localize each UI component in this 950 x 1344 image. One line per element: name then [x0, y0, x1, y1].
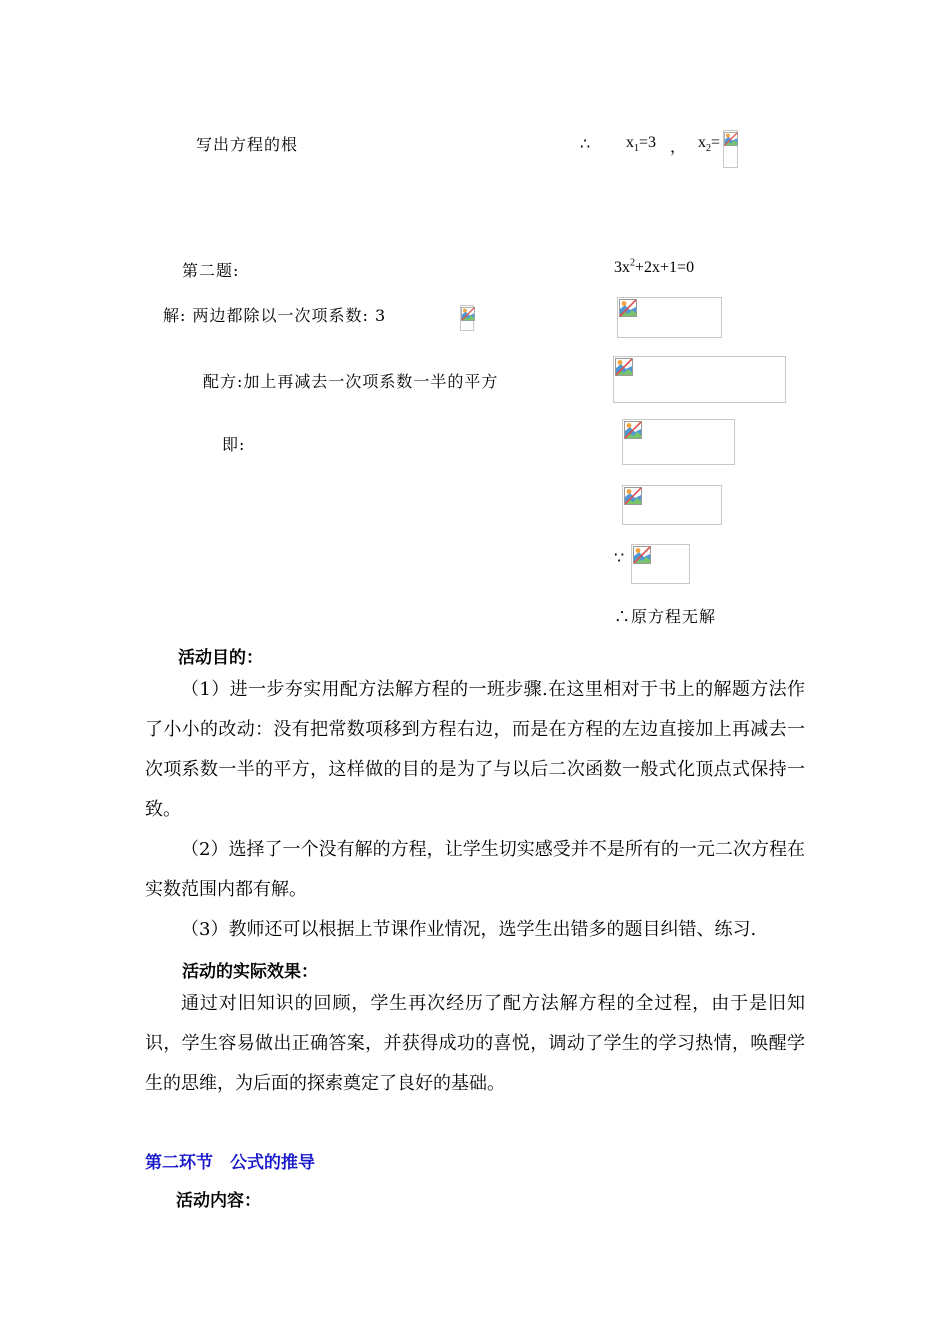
- broken-image-icon: [461, 306, 475, 322]
- problem2-equation: $3x^2+2x+1=0$: [614, 257, 695, 276]
- x2-value-image: [723, 130, 738, 168]
- activity-effect-heading: 活动的实际效果：: [182, 962, 318, 982]
- activity-goal-paragraph-2: （2）选择了一个没有解的方程，让学生切实感受并不是所有的一元二次方程在实数范围内都有解。: [145, 839, 805, 900]
- broken-image-icon: [615, 358, 633, 376]
- activity-goal-heading: 活动目的：: [178, 648, 263, 668]
- step-complete-square: 配方:加上再减去一次项系数一半的平方: [203, 372, 499, 391]
- step-divide-result-image: [617, 297, 722, 338]
- section-title: 第二环节 公式的推导: [145, 1153, 315, 1173]
- step-divide-image: [460, 305, 474, 331]
- activity-goal-body: [145, 670, 805, 950]
- therefore-symbol: ∴: [580, 136, 591, 153]
- activity-goal-paragraph-1: （1）进一步夯实用配方法解方程的一班步骤.在这里相对于书上的解题方法作了小小的改动：没有把常数项移到方程右边，而是在方程的左边直接加上再减去一次项系数一半的平方，这样做的目的是为了与以后二次函数一般式化顶点式保持一致。: [145, 679, 805, 820]
- activity-effect-body: [145, 984, 805, 1104]
- activity-effect-paragraph: 通过对旧知识的回顾，学生再次经历了配方法解方程的全过程，由于是旧知识，学生容易做出正确答案，并获得成功的喜悦，调动了学生的学习热情，唤醒学生的思维，为后面的探索奠定了良好的基础。: [145, 993, 805, 1094]
- x2-expression: $x_2=$: [698, 134, 721, 155]
- step-divide: 解: 两边都除以一次项系数: 3: [163, 306, 387, 325]
- broken-image-icon: [624, 487, 642, 505]
- broken-image-icon: [633, 546, 651, 564]
- step-namely: 即:: [222, 435, 246, 454]
- because-image: [631, 544, 690, 584]
- roots-label: 写出方程的根: [196, 135, 299, 154]
- activity-goal-paragraph-3: （3）教师还可以根据上节课作业情况，选学生出错多的题目纠错、练习.: [181, 919, 757, 940]
- complete-square-image: [613, 356, 786, 403]
- broken-image-icon: [619, 299, 637, 317]
- activity-content-heading: 活动内容：: [176, 1191, 261, 1211]
- problem2-title: 第二题:: [182, 261, 240, 280]
- broken-image-icon: [724, 131, 738, 147]
- broken-image-icon: [624, 421, 642, 439]
- x1-expression: $x_1=3$: [626, 134, 657, 155]
- comma: ，: [670, 139, 687, 156]
- because-symbol: ∵: [614, 550, 625, 567]
- namely-image: [622, 419, 735, 465]
- no-solution-conclusion: ∴原方程无解: [614, 607, 717, 626]
- square-form-image: [622, 485, 722, 525]
